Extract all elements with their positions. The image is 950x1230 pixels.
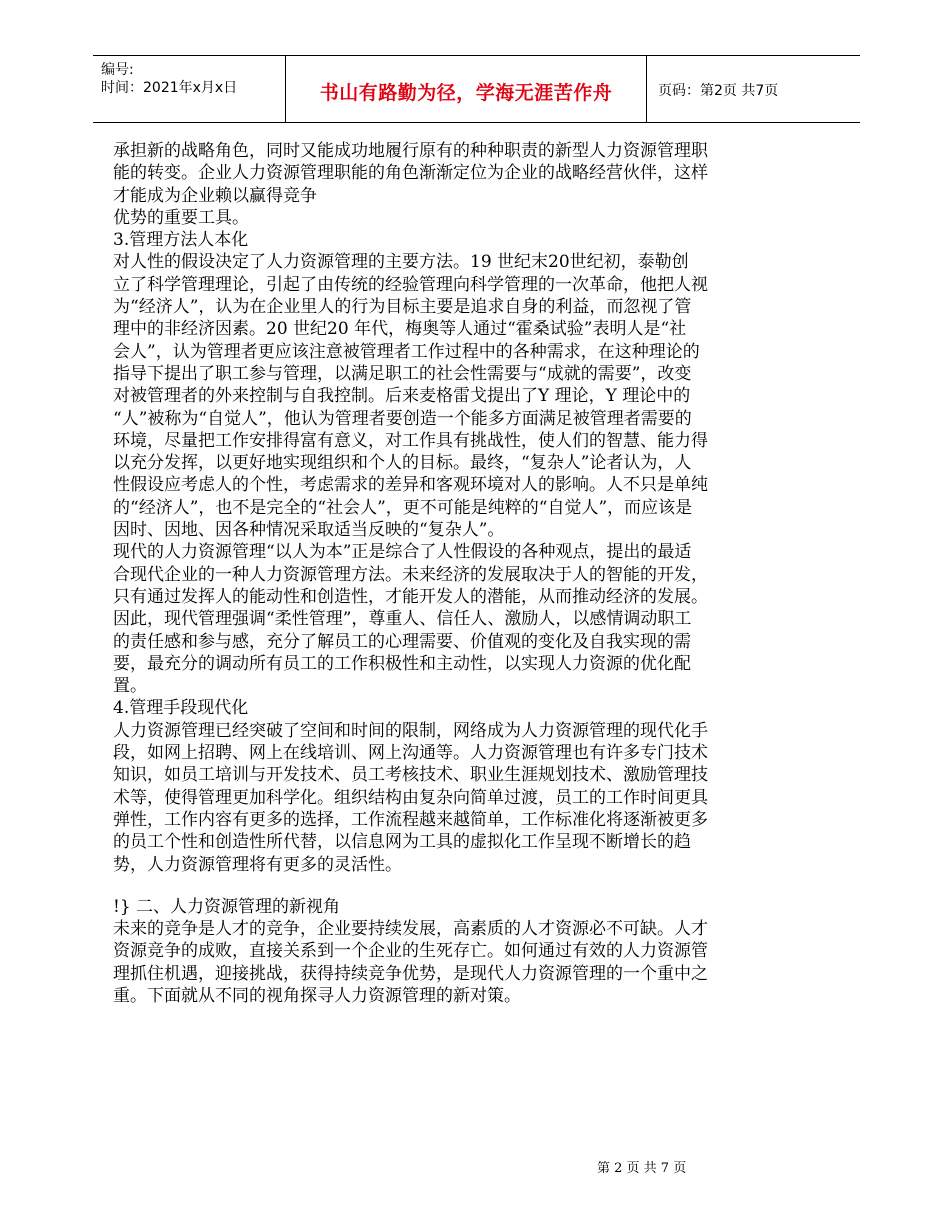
text-line: 现代的人力资源管理“以人为本”正是综合了人性假设的各种观点，提出的最适 — [113, 542, 692, 563]
page-label: 页码：第2页 共7页 — [658, 83, 779, 99]
motto: 书山有路勤为径，学海无涯苦作舟 — [319, 82, 613, 104]
text-line: 环境，尽量把工作安排得富有意义，对工作具有挑战性，使人们的智慧、能力得 — [113, 430, 708, 451]
text-line: 的责任感和参与感，充分了解员工的心理需要、价值观的变化及自我实现的需 — [113, 631, 691, 652]
text-line: 才能成为企业赖以赢得竞争 — [113, 185, 317, 206]
text-line: 优势的重要工具。 — [113, 207, 249, 228]
text-line: 段，如网上招聘、网上在线培训、网上沟通等。人力资源管理也有许多专门技术 — [113, 743, 708, 764]
text-line: 资源竞争的成败，直接关系到一个企业的生死存亡。如何通过有效的人力资源管 — [113, 941, 708, 962]
text-line: 未来的竞争是人才的竞争，企业要持续发展，高素质的人才资源必不可缺。人才 — [113, 919, 708, 940]
text-line: 重。下面就从不同的视角探寻人力资源管理的新对策。 — [113, 985, 521, 1006]
text-line: 能的转变。企业人力资源管理职能的角色渐渐定位为企业的战略经营伙伴，这样 — [113, 163, 708, 184]
header-motto-cell — [285, 56, 647, 122]
subsection-heading: 4.管理手段现代化 — [113, 698, 249, 719]
text-line: 会人”，认为管理者更应该注意被管理者工作过程中的各种需求，在这种理论的 — [113, 341, 700, 362]
text-line: “人”被称为“自觉人”，他认为管理者要创造一个能多方面满足被管理者需要的 — [113, 408, 692, 429]
text-line: 理抓住机遇，迎接挑战，获得持续竞争优势，是现代人力资源管理的一个重中之 — [113, 963, 708, 984]
text-line: 术等，使得管理更加科学化。组织结构由复杂向简单过渡，员工的工作时间更具 — [113, 787, 708, 808]
serial-label: 编号: — [101, 62, 134, 78]
header-meta — [93, 56, 285, 122]
text-line: 对人性的假设决定了人力资源管理的主要方法。19 世纪末20世纪初，泰勒创 — [113, 252, 689, 273]
text-line: 合现代企业的一种人力资源管理方法。未来经济的发展取决于人的智能的开发， — [113, 564, 708, 585]
section-heading: !} 二、人力资源管理的新视角 — [113, 896, 341, 917]
text-line: 理中的非经济因素。20 世纪20 年代，梅奥等人通过“霍桑试验”表明人是“社 — [113, 319, 687, 340]
text-line: 势，人力资源管理将有更多的灵活性。 — [113, 854, 402, 875]
page-header — [93, 55, 860, 123]
text-line: 的员工个性和创造性所代替，以信息网为工具的虚拟化工作呈现不断增长的趋 — [113, 832, 691, 853]
text-line: 弹性，工作内容有更多的选择，工作流程越来越简单，工作标准化将逐渐被更多 — [113, 809, 708, 830]
header-page-cell — [646, 56, 860, 122]
text-line: 承担新的战略角色，同时又能成功地履行原有的种种职责的新型人力资源管理职 — [113, 141, 708, 161]
text-line: 知识，如员工培训与开发技术、员工考核技术、职业生涯规划技术、激励管理技 — [113, 765, 708, 786]
text-line: 要，最充分的调动所有员工的工作积极性和主动性，以实现人力资源的优化配 — [113, 653, 691, 674]
text-line: 为“经济人”，认为在企业里人的行为目标主要是追求自身的利益，而忽视了管 — [113, 297, 692, 318]
text-line: 的“经济人”，也不是完全的“社会人”，更不可能是纯粹的“自觉人”，而应该是 — [113, 497, 693, 518]
text-line: 因时、因地、因各种情况采取适当反映的“复杂人”。 — [113, 520, 505, 541]
text-line: 置。 — [113, 676, 147, 697]
text-line: 立了科学管理理论，引起了由传统的经验管理向科学管理的一次革命，他把人视 — [113, 274, 708, 295]
text-line: 指导下提出了职工参与管理，以满足职工的社会性需要与“成就的需要”，改变 — [113, 363, 692, 384]
text-line: 以充分发挥，以更好地实现组织和个人的目标。最终，“复杂人”论者认为，人 — [113, 453, 692, 474]
time-label: 时间：2021年x月x日 — [101, 80, 238, 96]
page-footer: 第 2 页 共 7 页 — [597, 1161, 687, 1176]
text-line: 只有通过发挥人的能动性和创造性，才能开发人的潜能，从而推动经济的发展。 — [113, 586, 708, 607]
subsection-heading: 3.管理方法人本化 — [113, 230, 249, 251]
text-line: 性假设应考虑人的个性，考虑需求的差异和客观环境对人的影响。人不只是单纯 — [113, 475, 708, 496]
document-body — [113, 140, 773, 1007]
text-line: 对被管理者的外来控制与自我控制。后来麦格雷戈提出了Y 理论，Y 理论中的 — [113, 386, 691, 407]
paragraph-gap — [113, 876, 773, 896]
text-line: 因此，现代管理强调“柔性管理”，尊重人、信任人、激励人，以感情调动职工 — [113, 609, 692, 630]
text-line: 人力资源管理已经突破了空间和时间的限制，网络成为人力资源管理的现代化手 — [113, 720, 708, 741]
